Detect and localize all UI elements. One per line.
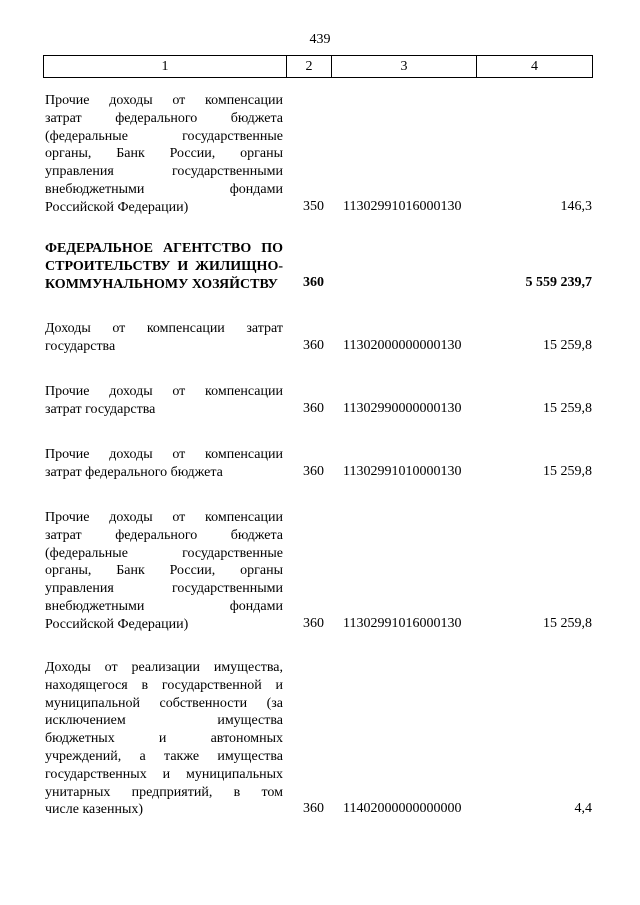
description-line: затрат государства: [45, 401, 156, 417]
column-header-3: 3: [332, 56, 477, 78]
description-line: затрат федерального бюджета: [45, 110, 283, 126]
description-line: государственных и муниципальных: [45, 766, 283, 782]
row-amount: 15 259,8: [543, 401, 592, 416]
row-code: 360: [303, 401, 324, 416]
description-line: затрат федерального бюджета: [45, 527, 283, 543]
row-kbk: 11302991016000130: [343, 616, 462, 631]
description-line: (федеральные государственные: [45, 128, 283, 144]
description-line: исключением имущества: [45, 713, 283, 729]
description-line: затрат федерального бюджета: [45, 464, 223, 480]
description-line: Прочие доходы от компенсации: [45, 93, 283, 108]
description-line: учреждений, а также имущества: [45, 748, 283, 764]
description-line: (федеральные государственные: [45, 545, 283, 561]
page-number: 439: [309, 32, 331, 47]
description-line: Прочие доходы от компенсации: [45, 510, 283, 525]
column-header-4: 4: [477, 56, 593, 78]
description-line: числе казенных): [45, 802, 144, 818]
description-line: Доходы от компенсации затрат: [45, 321, 283, 336]
row-description: [45, 383, 283, 419]
row-kbk: 11402000000000000: [343, 801, 462, 816]
description-line: управления государственными: [45, 581, 283, 597]
row-description: [45, 320, 283, 356]
row-code: 360: [303, 275, 324, 290]
description-line: СТРОИТЕЛЬСТВУ И ЖИЛИЩНО-: [45, 258, 283, 274]
description-line: Доходы от реализации имущества,: [45, 660, 283, 675]
row-code: 350: [303, 199, 324, 214]
description-line: государства: [45, 338, 116, 354]
row-code: 360: [303, 616, 324, 631]
description-line: органы, Банк России, органы: [45, 563, 283, 579]
column-header-2: 2: [287, 56, 332, 78]
row-amount: 15 259,8: [543, 338, 592, 353]
description-line: управления государственными: [45, 164, 283, 180]
description-line: находящегося в государственной и: [45, 677, 283, 693]
row-amount: 5 559 239,7: [525, 275, 592, 290]
description-line: органы, Банк России, органы: [45, 146, 283, 162]
row-kbk: 11302991016000130: [343, 199, 462, 214]
row-amount: 146,3: [560, 199, 592, 214]
description-line: Российской Федерации): [45, 199, 189, 215]
description-line: Прочие доходы от компенсации: [45, 384, 283, 399]
column-header-table: [43, 55, 593, 78]
row-kbk: 11302991010000130: [343, 464, 462, 479]
row-amount: 15 259,8: [543, 616, 592, 631]
row-amount: 15 259,8: [543, 464, 592, 479]
row-amount: 4,4: [574, 801, 592, 816]
description-line: бюджетных и автономных: [45, 731, 283, 747]
row-description: [45, 92, 283, 217]
row-description: [45, 240, 283, 293]
row-description: [45, 509, 283, 634]
description-line: внебюджетными фондами: [45, 181, 283, 197]
column-header-1: 1: [44, 56, 287, 78]
row-code: 360: [303, 338, 324, 353]
description-line: КОММУНАЛЬНОМУ ХОЗЯЙСТВУ: [45, 276, 278, 292]
description-line: Прочие доходы от компенсации: [45, 447, 283, 462]
row-code: 360: [303, 801, 324, 816]
description-line: Российской Федерации): [45, 616, 189, 632]
row-description: [45, 446, 283, 482]
description-line: унитарных предприятий, в том: [45, 784, 283, 800]
description-line: внебюджетными фондами: [45, 598, 283, 614]
row-kbk: 11302000000000130: [343, 338, 462, 353]
description-line: муниципальной собственности (за: [45, 695, 283, 711]
column-header-row: [44, 56, 593, 78]
description-line: ФЕДЕРАЛЬНОЕ АГЕНТСТВО ПО: [45, 241, 283, 256]
row-description: [45, 659, 283, 819]
row-code: 360: [303, 464, 324, 479]
row-kbk: 11302990000000130: [343, 401, 462, 416]
